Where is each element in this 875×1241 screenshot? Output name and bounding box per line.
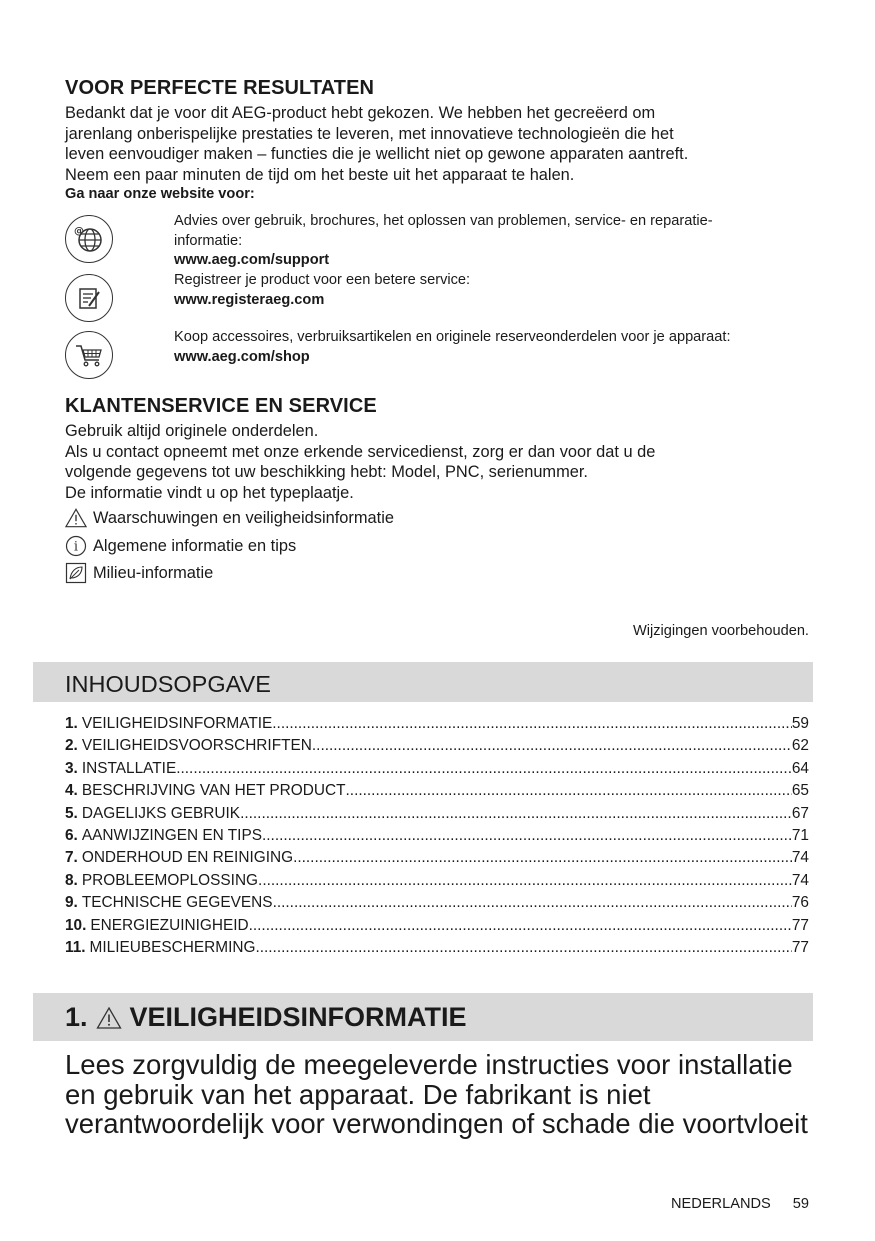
toc-dot-leader <box>312 735 792 757</box>
toc-item-number: 5. <box>65 804 78 822</box>
svg-text:@: @ <box>74 226 84 237</box>
toc-item-number: 2. <box>65 737 78 755</box>
intro-line: leven eenvoudiger maken – functies die je wellicht niet op gewone apparaten aantreft. <box>65 145 689 163</box>
info-icon <box>65 535 87 557</box>
toc-item-number: 6. <box>65 826 78 844</box>
globe-icon <box>65 215 113 263</box>
support-line: Registreer je product voor een betere service: <box>174 272 471 288</box>
toc-item[interactable] <box>65 937 809 959</box>
chapter-intro-line: en gebruik van het apparaat. De fabrikant is niet <box>65 1078 651 1110</box>
intro-paragraph <box>65 103 825 185</box>
toc-item-label: ONDERHOUD EN REINIGING <box>81 849 294 867</box>
toc-item[interactable] <box>65 892 809 914</box>
toc-item-label: INSTALLATIE <box>81 759 177 777</box>
toc-item-label: MILIEUBESCHERMING <box>89 938 256 956</box>
toc-header-band <box>33 662 813 702</box>
section-title-customer-service: KLANTENSERVICE EN SERVICE <box>65 395 377 417</box>
service-line: volgende gegevens tot uw beschikking hebt: Model, PNC, serienummer. <box>65 463 588 481</box>
toc-item-number: 1. <box>65 715 78 732</box>
chapter-intro-line: Lees zorgvuldig de meegeleverde instructies voor installatie <box>65 1049 793 1080</box>
toc-dot-leader <box>272 713 792 735</box>
toc-item-page: 64 <box>791 759 809 777</box>
legend-label: Algemene informatie en tips <box>93 536 297 555</box>
legend-label: Waarschuwingen en veiligheidsinformatie <box>93 508 394 527</box>
chapter-title <box>65 1002 467 1033</box>
table-of-contents <box>65 713 809 959</box>
chapter-intro-paragraph <box>65 1050 825 1139</box>
toc-item[interactable] <box>65 803 809 825</box>
chapter-title-text: VEILIGHEIDSINFORMATIE <box>129 1002 467 1032</box>
toc-dot-leader <box>258 870 792 892</box>
toc-item[interactable] <box>65 915 809 937</box>
toc-item-label: VEILIGHEIDSINFORMATIE <box>81 715 273 732</box>
toc-item-page: 67 <box>791 804 809 822</box>
toc-item-page: 74 <box>791 849 809 867</box>
toc-item-number: 9. <box>65 894 78 912</box>
support-line: Advies over gebruik, brochures, het oplossen van problemen, service- en reparatie- <box>174 213 713 229</box>
intro-line: Bedankt dat je voor dit AEG-product hebt gekozen. We hebben het gecreëerd om <box>65 104 656 122</box>
toc-item-page: 65 <box>791 782 809 800</box>
intro-line: jarenlang onberispelijke prestaties te leveren, met innovatieve technologieën die het <box>65 124 674 143</box>
toc-item-page: 76 <box>791 894 809 912</box>
toc-item-number: 11. <box>65 938 86 956</box>
toc-dot-leader <box>255 937 791 959</box>
toc-item-label: ENERGIEZUINIGHEID <box>90 916 249 934</box>
chapter-number: 1. <box>65 1002 88 1032</box>
footer-language: NEDERLANDS <box>671 1196 771 1212</box>
toc-item-number: 3. <box>65 759 78 777</box>
legend-info <box>65 535 296 557</box>
toc-dot-leader <box>262 825 792 847</box>
toc-dot-leader <box>240 803 792 825</box>
toc-item[interactable] <box>65 735 809 757</box>
toc-item-page: 71 <box>791 826 809 844</box>
toc-item-number: 4. <box>65 782 78 800</box>
toc-item-label: PROBLEEMOPLOSSING <box>81 871 259 889</box>
support-text <box>174 328 731 367</box>
footer-page-number: 59 <box>792 1196 809 1212</box>
page-footer <box>671 1196 809 1212</box>
toc-dot-leader <box>346 780 792 802</box>
legend-label: Milieu-informatie <box>93 563 214 582</box>
chapter-header-band <box>33 993 813 1041</box>
toc-item[interactable] <box>65 758 809 780</box>
toc-dot-leader <box>249 915 792 937</box>
shop-link[interactable]: www.aeg.com/shop <box>174 348 310 365</box>
toc-item-label: AANWIJZINGEN EN TIPS <box>81 826 262 844</box>
support-text <box>174 212 713 271</box>
legend-warning <box>65 507 394 529</box>
register-icon <box>65 274 113 322</box>
warning-icon <box>96 1006 122 1030</box>
svg-text:i: i <box>73 539 79 555</box>
service-line: Gebruik altijd originele onderdelen. <box>65 422 319 440</box>
cart-icon <box>65 331 113 379</box>
toc-item-label: VEILIGHEIDSVOORSCHRIFTEN <box>81 737 312 755</box>
toc-item-page: 74 <box>791 871 809 889</box>
toc-item-page: 62 <box>791 737 809 755</box>
toc-item-number: 7. <box>65 849 78 867</box>
toc-item[interactable] <box>65 825 809 847</box>
toc-item[interactable] <box>65 780 809 802</box>
toc-item-label: DAGELIJKS GEBRUIK <box>81 804 241 822</box>
service-line: De informatie vindt u op het typeplaatje. <box>65 483 354 502</box>
toc-item-page: 59 <box>791 715 809 732</box>
toc-dot-leader <box>293 847 792 869</box>
leaf-icon <box>65 562 87 584</box>
chapter-intro-line: verantwoordelijk voor verwondingen of schade die voortvloeit <box>65 1108 808 1139</box>
support-text <box>174 271 470 310</box>
toc-item[interactable] <box>65 847 809 869</box>
toc-item-page: 77 <box>791 916 809 934</box>
toc-item-page: 77 <box>791 938 809 956</box>
legend-environment <box>65 562 213 584</box>
toc-item-number: 8. <box>65 871 78 889</box>
toc-dot-leader <box>273 892 792 914</box>
toc-item[interactable] <box>65 870 809 892</box>
toc-item[interactable] <box>65 713 809 735</box>
toc-item-number: 10. <box>65 916 87 934</box>
section-title-perfect-results: VOOR PERFECTE RESULTATEN <box>65 77 375 99</box>
service-line: Als u contact opneemt met onze erkende servicedienst, zorg er dan voor dat u de <box>65 442 656 461</box>
changes-reserved-note: Wijzigingen voorbehouden. <box>632 623 809 639</box>
support-line: Koop accessoires, verbruiksartikelen en originele reserveonderdelen voor je apparaat: <box>174 329 731 345</box>
service-paragraph <box>65 421 825 503</box>
toc-item-label: TECHNISCHE GEGEVENS <box>81 894 273 912</box>
toc-item-label: BESCHRIJVING VAN HET PRODUCT <box>81 782 346 800</box>
support-line: informatie: <box>174 232 243 249</box>
warning-icon <box>65 507 87 529</box>
toc-title: INHOUDSOPGAVE <box>65 671 271 697</box>
toc-dot-leader <box>176 758 792 780</box>
intro-line: Neem een paar minuten de tijd om het beste uit het apparaat te halen. <box>65 165 575 184</box>
register-link[interactable]: www.registeraeg.com <box>174 291 325 308</box>
website-label: Ga naar onze website voor: <box>65 186 255 202</box>
support-link[interactable]: www.aeg.com/support <box>174 252 330 268</box>
